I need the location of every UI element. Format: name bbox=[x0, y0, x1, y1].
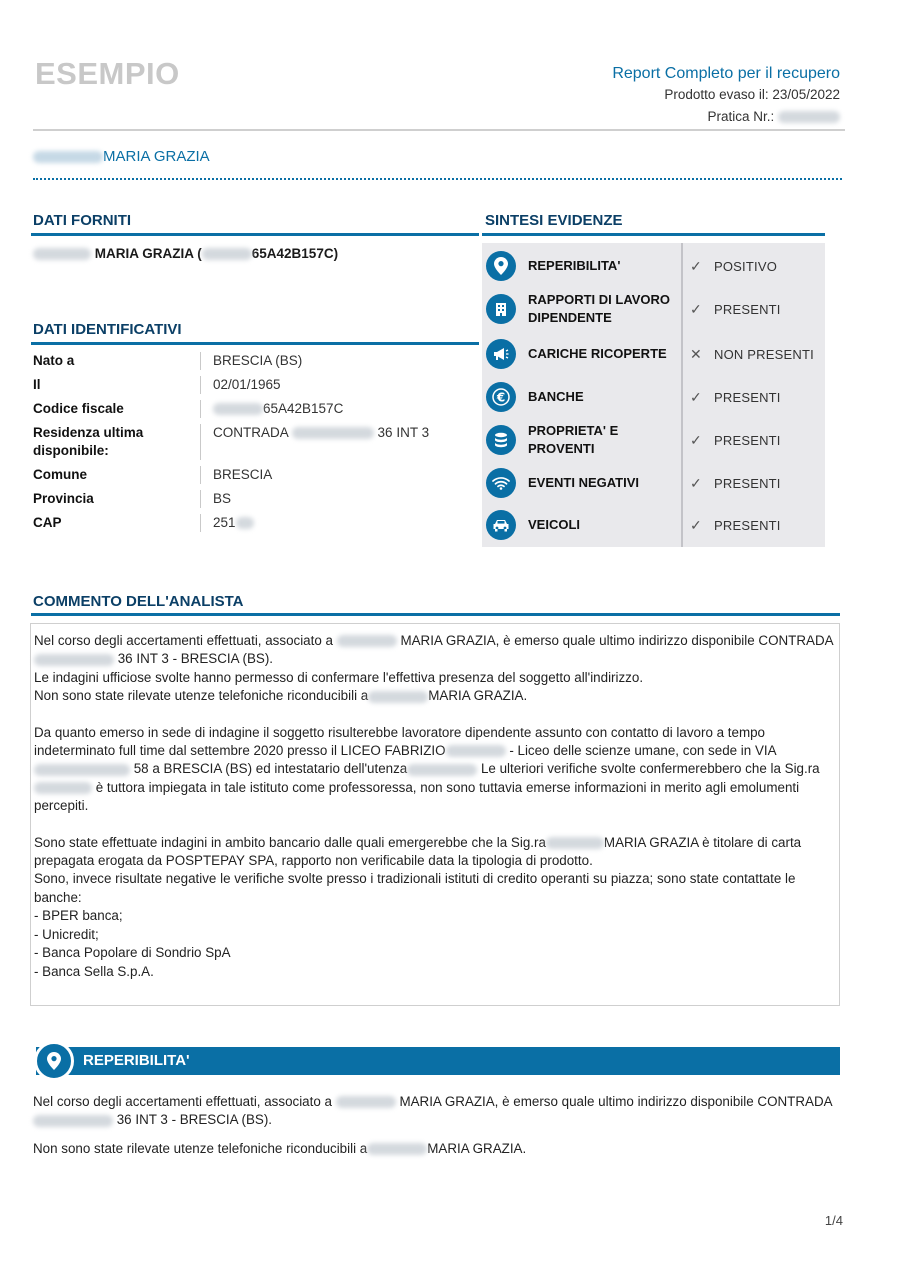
section-title-dati-forniti: DATI FORNITI bbox=[33, 212, 132, 229]
dati-forniti-value bbox=[33, 246, 338, 261]
fornito-name: MARIA GRAZIA ( bbox=[94, 246, 202, 261]
header-divider bbox=[33, 129, 845, 131]
section-title-sintesi: SINTESI EVIDENZE bbox=[485, 212, 623, 229]
section-title-commento: COMMENTO DELL'ANALISTA bbox=[33, 593, 244, 610]
ident-value: BRESCIA bbox=[213, 467, 273, 482]
redacted-cf bbox=[213, 403, 263, 415]
reperibilita-text bbox=[33, 1093, 843, 1168]
sintesi-label: BANCHE bbox=[528, 389, 584, 404]
rep-paragraph bbox=[33, 1140, 843, 1158]
dotted-divider bbox=[33, 178, 842, 180]
sintesi-status: PRESENTI bbox=[714, 301, 781, 317]
megaphone-icon bbox=[486, 339, 516, 369]
sintesi-label: EVENTI NEGATIVI bbox=[528, 475, 639, 490]
ident-label: Nato a bbox=[33, 352, 201, 370]
section-rule bbox=[31, 342, 479, 345]
car-icon bbox=[486, 510, 516, 540]
check-icon: ✓ bbox=[690, 257, 702, 274]
banner-title: REPERIBILITA' bbox=[83, 1052, 190, 1069]
sintesi-row-lavoro bbox=[482, 294, 825, 324]
check-icon: ✓ bbox=[690, 474, 702, 491]
rep-text: MARIA GRAZIA. bbox=[427, 1140, 527, 1156]
location-pin-icon bbox=[486, 251, 516, 281]
ident-row-comune bbox=[33, 466, 478, 484]
comment-paragraph bbox=[34, 724, 836, 816]
ident-row-provincia bbox=[33, 490, 478, 508]
ident-label: CAP bbox=[33, 514, 201, 532]
sintesi-status: PRESENTI bbox=[714, 475, 781, 491]
sintesi-panel bbox=[482, 243, 825, 547]
database-icon bbox=[486, 425, 516, 455]
check-icon: ✓ bbox=[690, 300, 702, 317]
pratica-label: Pratica Nr.: bbox=[707, 109, 775, 124]
ident-row-cf bbox=[33, 400, 478, 418]
redacted-surname bbox=[336, 1096, 396, 1108]
comment-text: 36 INT 3 - BRESCIA (BS). bbox=[117, 651, 274, 667]
sintesi-status: PRESENTI bbox=[714, 432, 781, 448]
euro-icon bbox=[486, 382, 516, 412]
page-number: 1/4 bbox=[824, 1213, 843, 1228]
section-rule bbox=[31, 233, 479, 236]
fornito-cf: 65A42B157C) bbox=[251, 246, 339, 261]
cross-icon: ✕ bbox=[690, 345, 702, 362]
analyst-comment bbox=[30, 623, 840, 1006]
report-title: Report Completo per il recupero bbox=[612, 65, 840, 82]
sintesi-row-reperibilita bbox=[482, 251, 825, 281]
comment-text: Da quanto emerso in sede di indagine il soggetto risulterebbe lavoratore dipendente assunto con contatto di lavoro a tempo indeterminato full time dal settembre 2020 presso il LICEO FABRIZIO bbox=[34, 724, 766, 759]
ident-label: Residenza ultima disponibile: bbox=[33, 424, 201, 460]
bank-list-item: - Banca Sella S.p.A. bbox=[34, 963, 154, 979]
sintesi-label: PROPRIETA' E PROVENTI bbox=[528, 423, 619, 456]
redacted-cap bbox=[236, 517, 254, 529]
comment-text: MARIA GRAZIA è titolare di carta prepagata erogata da POSPTEPAY SPA, rapporto non verificabile data la tipologia di prodotto. bbox=[34, 834, 802, 869]
sintesi-label: CARICHE RICOPERTE bbox=[528, 346, 667, 361]
section-rule bbox=[31, 613, 840, 616]
comment-text: - Liceo delle scienze umane, con sede in VIA bbox=[509, 743, 777, 759]
rep-text: MARIA GRAZIA, è emerso quale ultimo indirizzo disponibile CONTRADA bbox=[399, 1094, 833, 1109]
sintesi-status: NON PRESENTI bbox=[714, 346, 814, 362]
ident-label: Il bbox=[33, 376, 201, 394]
redacted-surname bbox=[34, 782, 92, 794]
ident-value bbox=[201, 424, 429, 460]
address-post: 36 INT 3 bbox=[377, 425, 430, 440]
redacted-surname bbox=[367, 1143, 427, 1155]
ident-value: BRESCIA (BS) bbox=[213, 353, 303, 368]
sintesi-row-veicoli bbox=[482, 510, 825, 540]
sintesi-row-proprieta bbox=[482, 425, 825, 455]
comment-text: Le ulteriori verifiche svolte confermerebbero che la Sig.ra bbox=[480, 761, 820, 777]
sintesi-row-cariche bbox=[482, 339, 825, 369]
check-icon: ✓ bbox=[690, 388, 702, 405]
comment-text: Non sono state rilevate utenze telefoniche riconducibili a bbox=[34, 688, 369, 704]
rep-text: 36 INT 3 - BRESCIA (BS). bbox=[116, 1112, 273, 1128]
redacted-address bbox=[34, 654, 114, 666]
ident-row-cap bbox=[33, 514, 478, 532]
comment-text: MARIA GRAZIA. bbox=[428, 688, 528, 704]
sintesi-row-banche bbox=[482, 382, 825, 412]
redacted-phone bbox=[407, 764, 477, 776]
watermark-esempio: ESEMPIO bbox=[35, 56, 180, 91]
ident-label: Codice fiscale bbox=[33, 400, 201, 418]
redacted-address bbox=[33, 1115, 113, 1127]
building-icon bbox=[486, 294, 516, 324]
redacted-pratica bbox=[778, 111, 840, 123]
cap-prefix: 251 bbox=[213, 515, 236, 530]
redacted-name bbox=[446, 745, 506, 757]
section-rule bbox=[482, 233, 825, 236]
svg-text:€: € bbox=[496, 390, 506, 405]
rep-paragraph bbox=[33, 1093, 843, 1130]
sintesi-status: PRESENTI bbox=[714, 517, 781, 533]
check-icon: ✓ bbox=[690, 516, 702, 533]
ident-row-il bbox=[33, 376, 478, 394]
pratica-number bbox=[612, 106, 840, 128]
location-pin-icon bbox=[34, 1041, 74, 1081]
sintesi-row-eventi bbox=[482, 468, 825, 498]
report-header bbox=[612, 64, 840, 128]
ident-value bbox=[201, 514, 254, 532]
ident-value: 02/01/1965 bbox=[213, 377, 281, 392]
redacted-address bbox=[292, 427, 374, 439]
wifi-signal-icon bbox=[486, 468, 516, 498]
bank-list-item: - Banca Popolare di Sondrio SpA bbox=[34, 945, 231, 961]
comment-text: Sono state effettuate indagini in ambito bancario dalle quali emergerebbe che la Sig.ra bbox=[34, 834, 546, 850]
sintesi-label: REPERIBILITA' bbox=[528, 258, 621, 273]
ident-label: Comune bbox=[33, 466, 201, 484]
ident-row-nato bbox=[33, 352, 478, 370]
comment-text: è tuttora impiegata in tale istituto come professoressa, non sono tuttavia emerse informazioni in merito agli emolumenti percepiti. bbox=[34, 779, 800, 814]
ident-table bbox=[33, 352, 478, 538]
comment-text: MARIA GRAZIA, è emerso quale ultimo indirizzo disponibile CONTRADA bbox=[400, 633, 834, 648]
redacted-surname bbox=[33, 248, 91, 260]
subject-name bbox=[33, 148, 210, 165]
product-date: Prodotto evaso il: 23/05/2022 bbox=[664, 87, 840, 102]
rep-text: Nel corso degli accertamenti effettuati, associato a bbox=[33, 1094, 332, 1109]
sintesi-label: RAPPORTI DI LAVORO DIPENDENTE bbox=[528, 292, 671, 325]
ident-row-residenza bbox=[33, 424, 478, 460]
bank-list-item: - BPER banca; bbox=[34, 908, 123, 924]
check-icon: ✓ bbox=[690, 431, 702, 448]
comment-text: 58 a BRESCIA (BS) ed intestatario dell'utenza bbox=[133, 761, 408, 777]
sintesi-status: POSITIVO bbox=[714, 258, 778, 274]
redacted-surname bbox=[546, 837, 604, 849]
ident-value bbox=[201, 400, 343, 418]
sintesi-label: VEICOLI bbox=[528, 517, 581, 532]
ident-value: BS bbox=[213, 491, 232, 506]
bank-list-item: - Unicredit; bbox=[34, 926, 99, 942]
redacted-cf bbox=[202, 248, 252, 260]
redacted-street bbox=[34, 764, 130, 776]
redacted-surname bbox=[368, 691, 428, 703]
comment-text: Nel corso degli accertamenti effettuati, associato a bbox=[34, 633, 333, 648]
section-title-dati-identificativi: DATI IDENTIFICATIVI bbox=[33, 321, 182, 338]
subject-first-name: MARIA GRAZIA bbox=[103, 148, 210, 165]
comment-paragraph bbox=[34, 632, 836, 706]
rep-text: Non sono state rilevate utenze telefoniche riconducibili a bbox=[33, 1140, 368, 1156]
cf-tail: 65A42B157C bbox=[263, 401, 344, 416]
reperibilita-banner bbox=[36, 1047, 840, 1075]
comment-text: Sono, invece risultate negative le verifiche svolte presso i tradizionali istituti di credito operanti su piazza; sono state contattate le banche: bbox=[34, 871, 796, 905]
comment-text: Le indagini ufficiose svolte hanno permesso di confermare l'effettiva presenza del soggetto all'indirizzo. bbox=[34, 669, 644, 685]
address-pre: CONTRADA bbox=[213, 425, 289, 440]
redacted-surname bbox=[337, 635, 397, 647]
redacted-surname bbox=[33, 151, 103, 163]
ident-label: Provincia bbox=[33, 490, 201, 508]
sintesi-status: PRESENTI bbox=[714, 389, 781, 405]
comment-paragraph bbox=[34, 834, 836, 981]
